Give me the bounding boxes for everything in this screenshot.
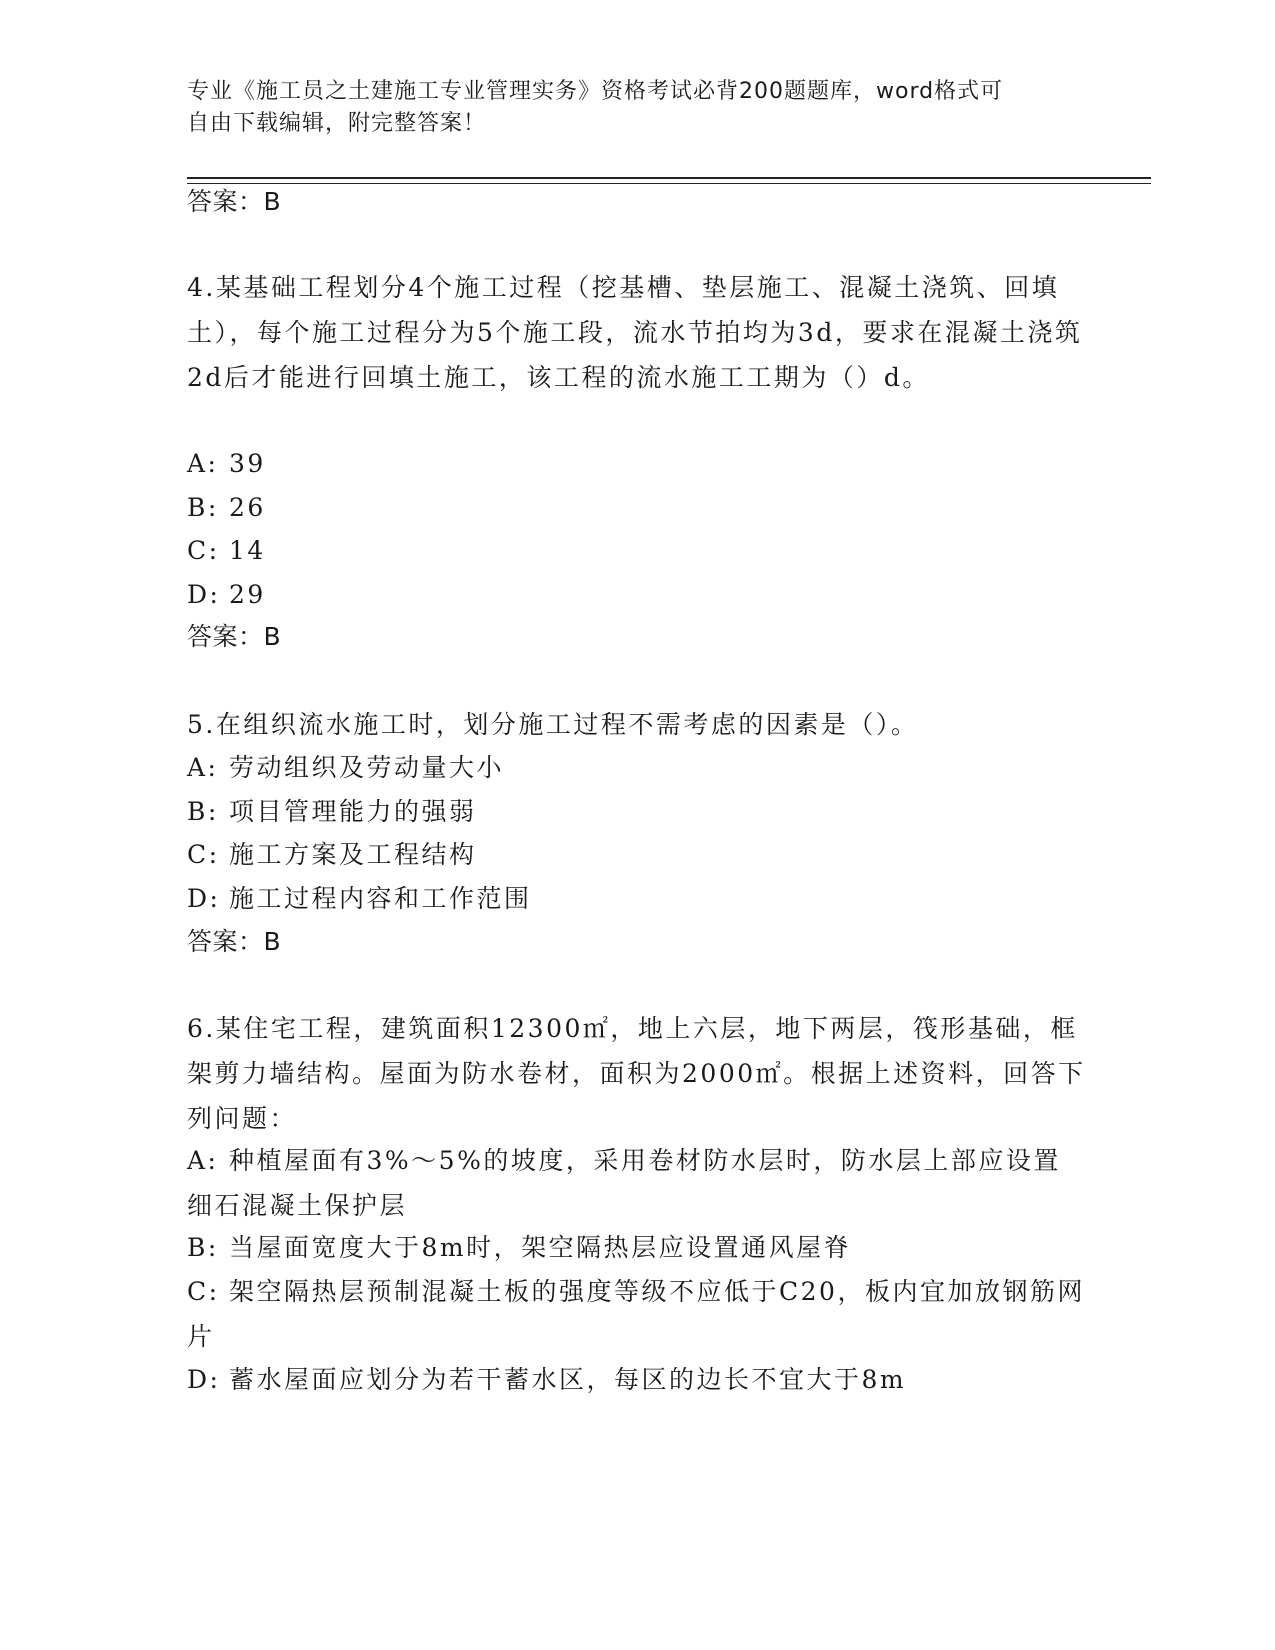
option-key: C:	[187, 1277, 220, 1306]
previous-answer: 答案：B	[187, 187, 282, 216]
option-key: C:	[187, 536, 220, 565]
question-6-option-a	[187, 1138, 1087, 1228]
option-key: A:	[187, 1146, 219, 1175]
option-text: 架空隔热层预制混凝土板的强度等级不应低于C20，板内宜加放钢筋网片	[187, 1277, 1085, 1351]
question-5-option-b	[187, 789, 1087, 834]
option-text: 蓄水屋面应划分为若干蓄水区，每区的边长不宜大于8m	[229, 1365, 907, 1394]
header-line-2: 自由下载编辑，附完整答案！	[187, 111, 487, 136]
question-4-option-c	[187, 528, 1087, 573]
document-header	[187, 76, 1087, 140]
option-text: 当屋面宽度大于8m时，架空隔热层应设置通风屋脊	[229, 1233, 852, 1262]
option-key: D:	[187, 884, 221, 913]
option-text: 39	[229, 449, 266, 478]
header-divider-thin	[187, 183, 1151, 184]
option-text: 26	[229, 493, 266, 522]
question-4-text: 4.某基础工程划分4个施工过程（挖基槽、垫层施工、混凝土浇筑、回填土），每个施工过程分为5个施工段，流水节拍均为3d，要求在混凝土浇筑2d后才能进行回填土施工，该工程的流水施工工期为（）d。	[187, 273, 1083, 392]
question-6-option-c	[187, 1269, 1087, 1359]
question-4-option-d	[187, 572, 1087, 617]
option-key: A:	[187, 753, 219, 782]
question-5-option-c	[187, 832, 1087, 877]
option-text: 施工方案及工程结构	[229, 840, 477, 869]
option-text: 29	[229, 580, 266, 609]
question-5-option-a	[187, 745, 1087, 790]
option-key: D:	[187, 580, 221, 609]
option-text: 种植屋面有3%～5%的坡度，采用卷材防水层时，防水层上部应设置细石混凝土保护层	[187, 1146, 1061, 1220]
question-6-option-d	[187, 1357, 1087, 1402]
question-5-text: 5.在组织流水施工时，划分施工过程不需考虑的因素是（）。	[187, 710, 919, 739]
option-text: 项目管理能力的强弱	[229, 797, 477, 826]
question-6-text: 6.某住宅工程，建筑面积12300㎡，地上六层，地下两层，筏形基础，框架剪力墙结构。屋面为防水卷材，面积为2000㎡。根据上述资料，回答下列问题：	[187, 1014, 1086, 1133]
question-4-option-b	[187, 485, 1087, 530]
header-line-1: 专业《施工员之土建施工专业管理实务》资格考试必背200题题库，word格式可	[187, 79, 1004, 104]
option-text: 施工过程内容和工作范围	[229, 884, 532, 913]
question-5-option-d	[187, 876, 1087, 921]
header-divider-thick	[187, 177, 1151, 179]
option-key: A:	[187, 449, 219, 478]
question-6-option-b	[187, 1225, 1087, 1270]
option-key: D:	[187, 1365, 221, 1394]
option-key: C:	[187, 840, 220, 869]
option-text: 劳动组织及劳动量大小	[229, 753, 505, 782]
option-key: B:	[187, 493, 219, 522]
question-5-answer: 答案：B	[187, 927, 282, 956]
option-text: 14	[229, 536, 266, 565]
option-key: B:	[187, 1233, 219, 1262]
option-key: B:	[187, 797, 219, 826]
question-4-answer: 答案：B	[187, 622, 282, 651]
question-4-option-a	[187, 441, 1087, 486]
